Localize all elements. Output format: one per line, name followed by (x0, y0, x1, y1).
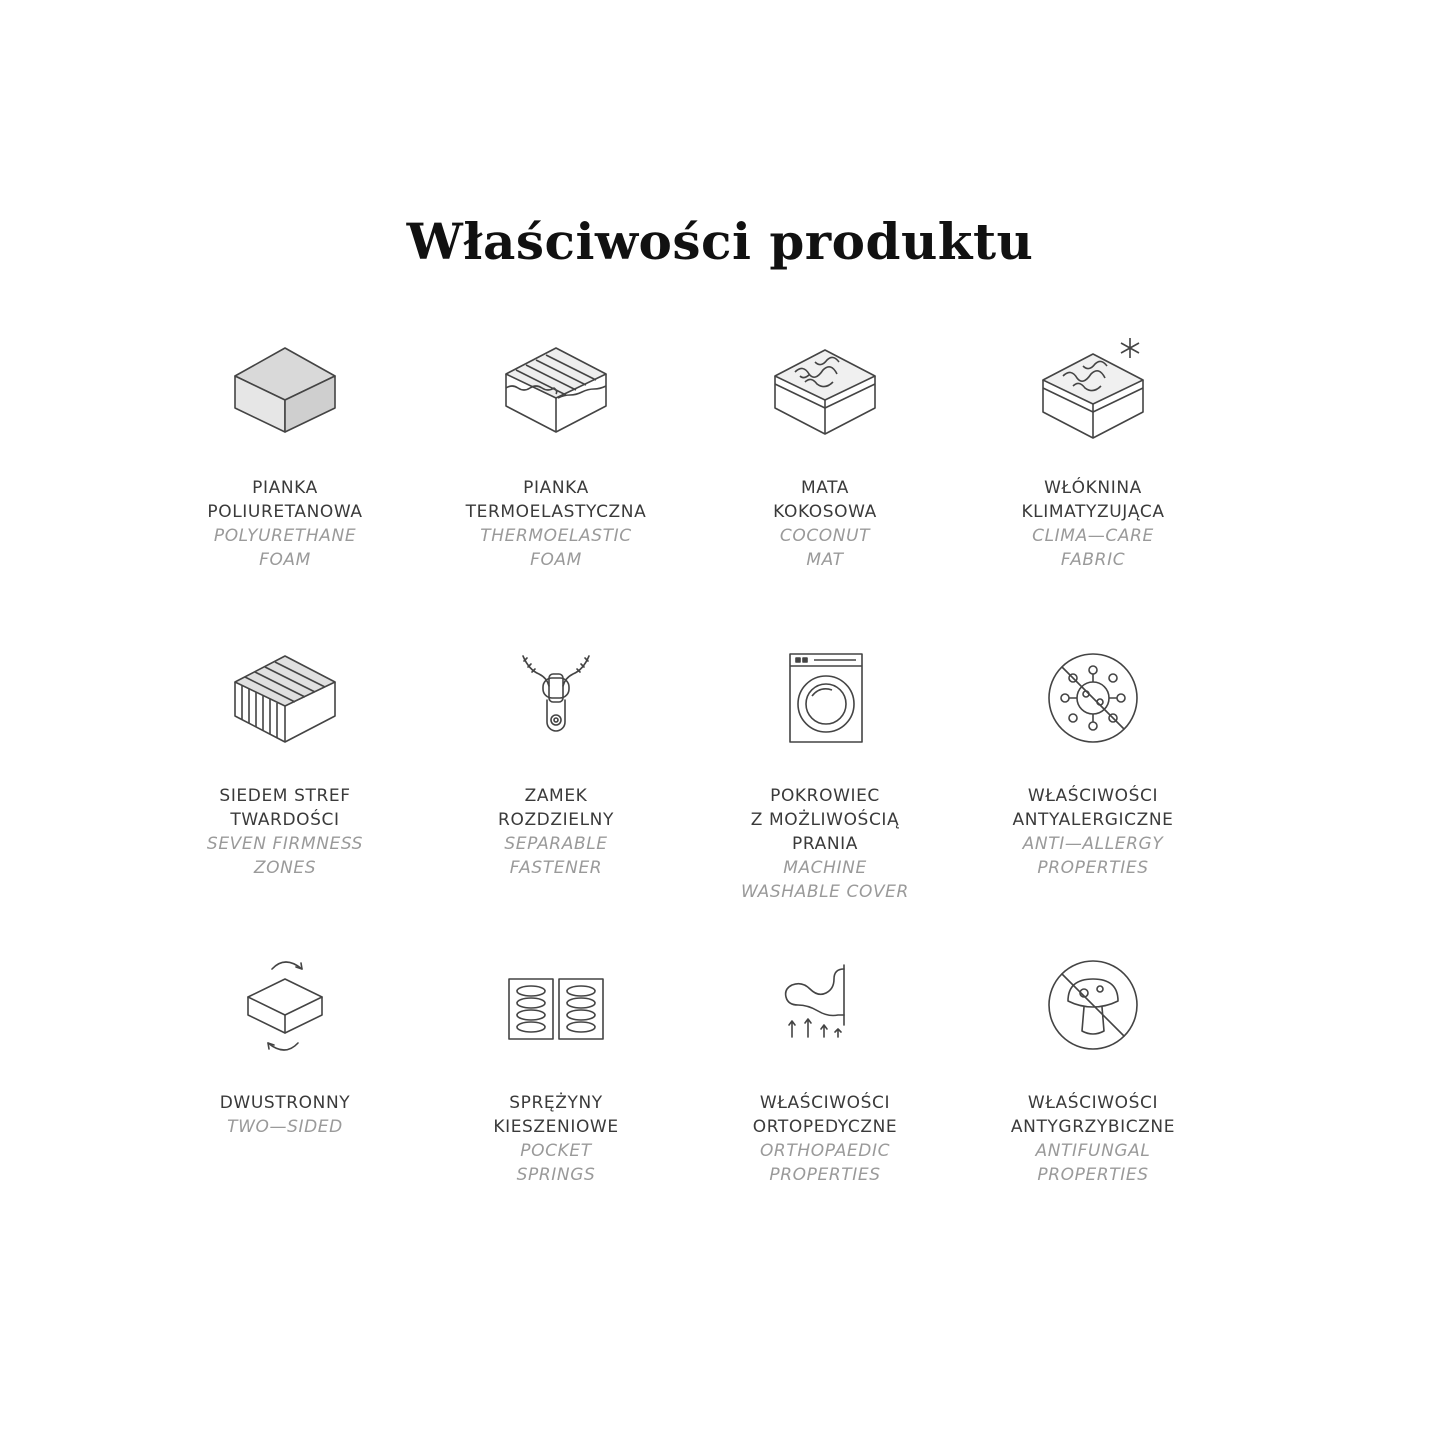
feature-label-pl: POKROWIEC Z MOŻLIWOŚCIĄ PRANIA (750, 786, 900, 854)
snowflake-icon (1121, 338, 1139, 358)
feature-orthopaedic (695, 955, 955, 1187)
washing-machine-icon (770, 648, 880, 748)
foam-block-icon (230, 340, 340, 440)
zipper-icon (501, 648, 611, 748)
feature-label-pl: WŁAŚCIWOŚCI ANTYALERGICZNE (1012, 786, 1174, 830)
orthopaedic-icon (770, 955, 880, 1055)
wavy-foam-block-icon (501, 340, 611, 440)
feature-anti-allergy (963, 648, 1223, 880)
feature-antifungal (963, 955, 1223, 1187)
feature-label-en: THERMOELASTIC FOAM (480, 526, 632, 570)
feature-label-en: POLYURETHANE FOAM (213, 526, 357, 570)
feature-label-en: CLIMA—CARE FABRIC (1032, 526, 1154, 570)
feature-label-en: TWO—SIDED (227, 1117, 343, 1137)
feature-label-en: ORTHOPAEDIC PROPERTIES (759, 1141, 891, 1185)
feature-label-en: COCONUT MAT (779, 526, 871, 570)
feature-label-pl: PIANKA TERMOELASTYCZNA (465, 478, 647, 522)
feature-label-en: SEPARABLE FASTENER (504, 834, 608, 878)
feature-label-en: ANTI—ALLERGY PROPERTIES (1022, 834, 1164, 878)
feature-washable-cover (695, 648, 955, 904)
feature-label-pl: WŁAŚCIWOŚCI ORTOPEDYCZNE (752, 1093, 898, 1137)
feature-label-pl: MATA KOKOSOWA (773, 478, 877, 522)
feature-separable-fastener (426, 648, 686, 880)
feature-label-pl: DWUSTRONNY (219, 1093, 351, 1113)
feature-seven-zones (155, 648, 415, 880)
feature-label-en: POCKET SPRINGS (516, 1141, 596, 1185)
antifungal-icon (1038, 955, 1148, 1055)
feature-label-pl: WŁÓKNINA KLIMATYZUJĄCA (1021, 478, 1165, 522)
feature-label-en: MACHINE WASHABLE COVER (741, 858, 909, 902)
feature-thermoelastic-foam (426, 340, 686, 572)
feature-polyurethane-foam (155, 340, 415, 572)
zoned-block-icon (230, 648, 340, 748)
page-title: Właściwości produktu (406, 212, 1034, 271)
feature-two-sided (155, 955, 415, 1139)
feature-coconut-mat (695, 340, 955, 572)
feature-label-en: ANTIFUNGAL PROPERTIES (1035, 1141, 1151, 1185)
feature-label-pl: SPRĘŻYNY KIESZENIOWE (493, 1093, 619, 1137)
anti-allergy-icon (1038, 648, 1148, 748)
two-sided-icon (230, 955, 340, 1055)
feature-label-pl: ZAMEK ROZDZIELNY (498, 786, 614, 830)
clima-fabric-icon (1038, 340, 1148, 440)
feature-label-pl: WŁAŚCIWOŚCI ANTYGRZYBICZNE (1010, 1093, 1176, 1137)
feature-label-pl: PIANKA POLIURETANOWA (207, 478, 363, 522)
coconut-mat-icon (770, 340, 880, 440)
feature-label-en: SEVEN FIRMNESS ZONES (206, 834, 364, 878)
feature-label-pl: SIEDEM STREF TWARDOŚCI (219, 786, 351, 830)
feature-clima-care-fabric (963, 340, 1223, 572)
feature-pocket-springs (426, 955, 686, 1187)
pocket-springs-icon (501, 955, 611, 1055)
